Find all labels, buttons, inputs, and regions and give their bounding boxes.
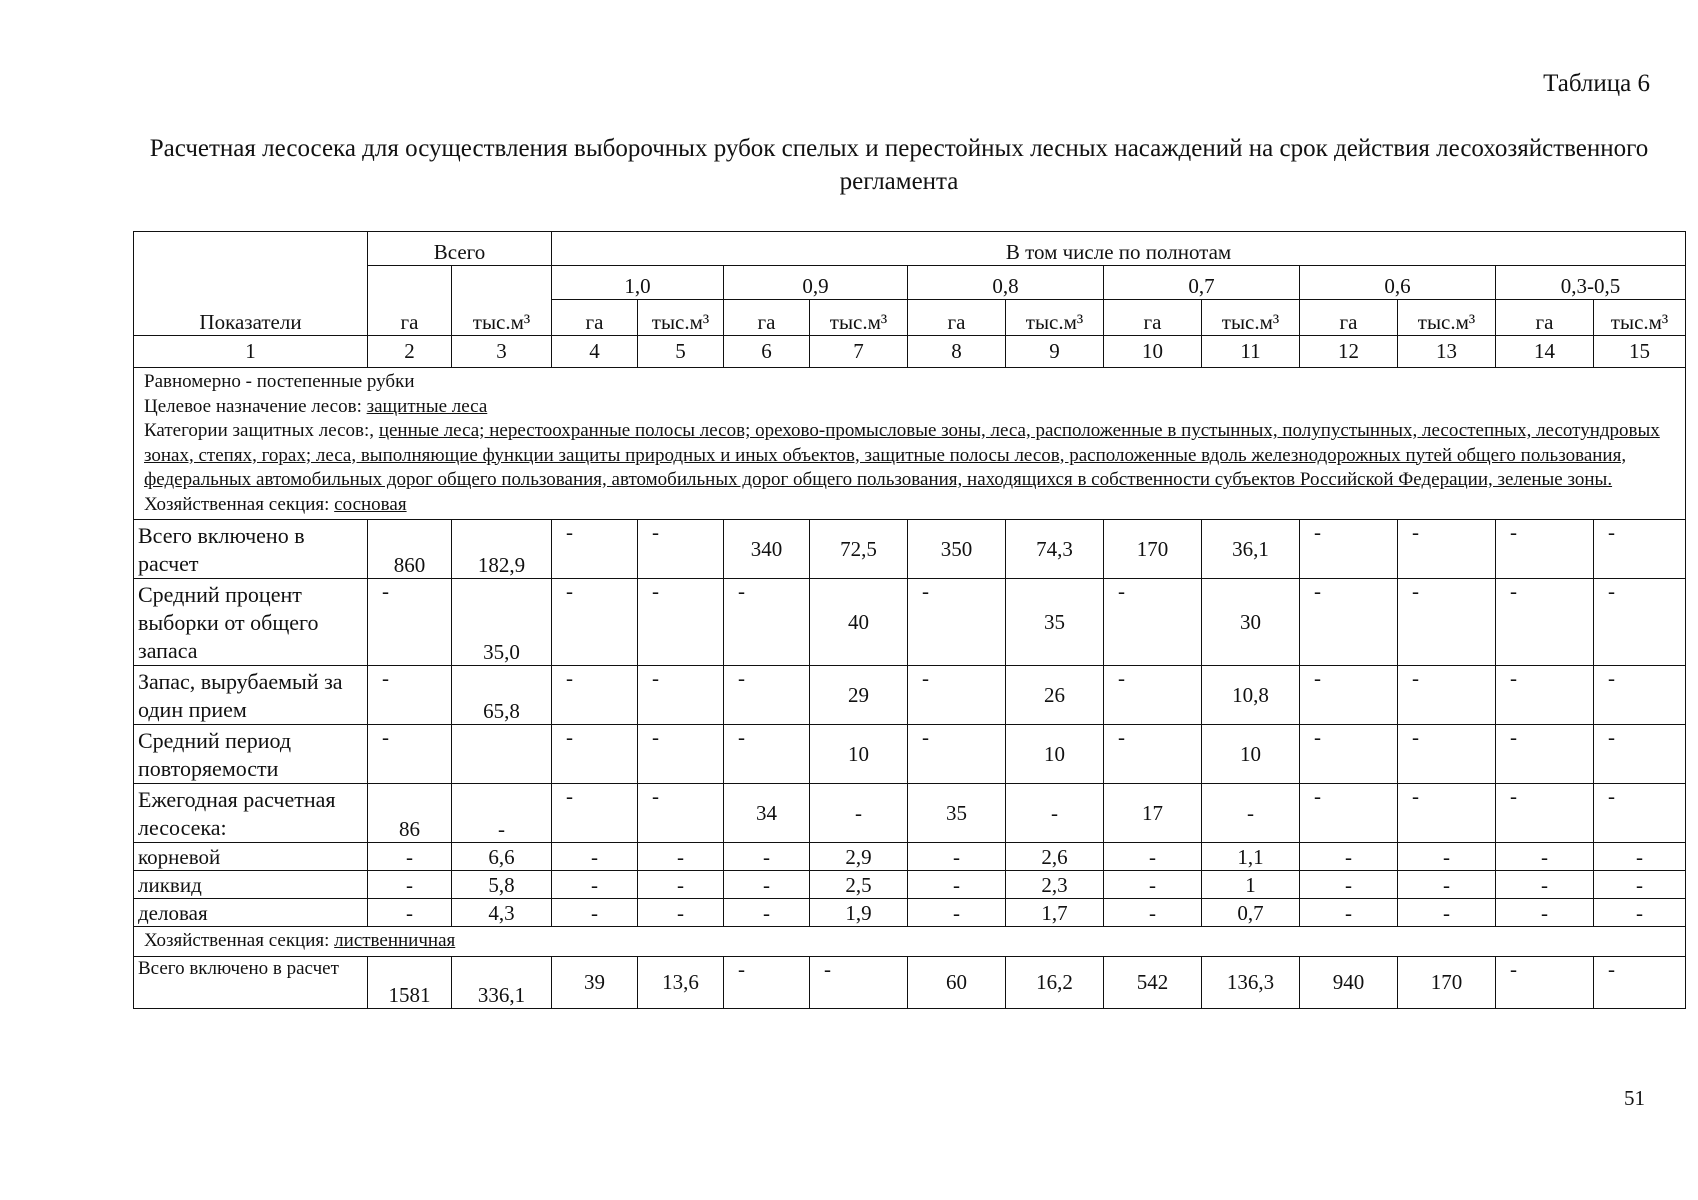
data-cell: - [452,784,552,843]
data-cell: - [1300,666,1398,725]
data-cell: - [1300,784,1398,843]
data-cell: - [552,784,638,843]
data-cell: 1581 [368,956,452,1008]
data-cell: - [1300,843,1398,871]
header-volume: тыс.м³ [1594,300,1686,336]
data-cell: 2,9 [810,843,908,871]
data-cell: - [552,899,638,927]
header-volume: тыс.м³ [638,300,724,336]
data-cell: - [908,666,1006,725]
column-number: 2 [368,336,452,368]
data-cell: 26 [1006,666,1104,725]
data-cell: - [368,725,452,784]
data-cell: - [908,579,1006,666]
data-cell: - [552,666,638,725]
data-cell: - [368,666,452,725]
data-cell: 40 [810,579,908,666]
row-label: Всего включено в расчет [134,520,368,579]
data-cell: 2,6 [1006,843,1104,871]
data-cell: - [724,871,810,899]
cutting-type: Равномерно - постепенные рубки [144,371,415,392]
data-cell: 170 [1104,520,1202,579]
data-cell: - [1594,784,1686,843]
data-cell: - [1594,520,1686,579]
column-number: 14 [1496,336,1594,368]
data-cell: - [1300,725,1398,784]
data-cell: 1,9 [810,899,908,927]
header-group-2: 0,9 [724,266,908,300]
data-cell: - [552,871,638,899]
header-group-5: 0,6 [1300,266,1496,300]
data-cell: 16,2 [1006,956,1104,1008]
data-cell: 35 [1006,579,1104,666]
data-cell: 6,6 [452,843,552,871]
data-cell: - [724,579,810,666]
data-cell: - [1398,871,1496,899]
data-cell: - [1594,871,1686,899]
data-cell: 1,7 [1006,899,1104,927]
data-cell [452,725,552,784]
data-cell: - [724,956,810,1008]
data-cell: 350 [908,520,1006,579]
data-cell: - [1496,871,1594,899]
data-cell: 74,3 [1006,520,1104,579]
data-cell: - [724,843,810,871]
header-by-density: В том числе по полнотам [552,232,1686,266]
data-cell: - [1104,579,1202,666]
data-cell: - [552,843,638,871]
header-total-ha: га [368,266,452,336]
header-total: Всего [368,232,552,266]
data-cell: 542 [1104,956,1202,1008]
row-label: Средний период повторяемости [134,725,368,784]
data-cell: - [908,725,1006,784]
data-cell: - [1496,956,1594,1008]
data-cell: 940 [1300,956,1398,1008]
header-total-volume: тыс.м³ [452,266,552,336]
data-cell: - [1300,520,1398,579]
header-volume: тыс.м³ [1398,300,1496,336]
header-ha: га [908,300,1006,336]
data-cell: - [1496,520,1594,579]
data-cell: 72,5 [810,520,908,579]
data-cell: 2,5 [810,871,908,899]
data-cell: - [1594,956,1686,1008]
data-cell: - [908,843,1006,871]
data-cell: 60 [908,956,1006,1008]
data-cell: - [724,899,810,927]
forest-purpose: Целевое назначение лесов: защитные леса [144,395,488,417]
data-cell: 170 [1398,956,1496,1008]
header-volume: тыс.м³ [810,300,908,336]
data-cell: - [638,666,724,725]
data-cell: - [368,579,452,666]
header-indicators: Показатели [134,232,368,336]
header-ha: га [552,300,638,336]
data-cell: 86 [368,784,452,843]
row-label: корневой [134,843,368,871]
data-cell: - [1398,899,1496,927]
column-number: 13 [1398,336,1496,368]
data-cell: - [552,520,638,579]
data-cell: - [1300,899,1398,927]
data-cell: - [638,725,724,784]
data-cell: - [1398,579,1496,666]
header-group-1: 1,0 [552,266,724,300]
data-cell: - [638,579,724,666]
economic-section-2: Хозяйственная секция: лиственничная [134,927,1686,957]
data-cell: - [1398,520,1496,579]
header-ha: га [724,300,810,336]
data-cell: - [1594,579,1686,666]
data-cell: 5,8 [452,871,552,899]
data-cell: - [1496,899,1594,927]
data-cell: - [1594,899,1686,927]
data-cell: 860 [368,520,452,579]
data-cell: - [1496,579,1594,666]
data-cell: 30 [1202,579,1300,666]
data-cell: - [1104,666,1202,725]
column-number: 3 [452,336,552,368]
economic-section: Хозяйственная секция: сосновая [144,493,407,515]
header-ha: га [1496,300,1594,336]
data-cell: 13,6 [638,956,724,1008]
data-cell: - [1594,843,1686,871]
column-number: 4 [552,336,638,368]
data-cell: - [1300,579,1398,666]
data-cell: - [724,725,810,784]
column-number: 10 [1104,336,1202,368]
data-cell: 182,9 [452,520,552,579]
data-cell: 4,3 [452,899,552,927]
cutting-area-table [133,231,1686,1009]
data-cell: 2,3 [1006,871,1104,899]
data-cell: - [1104,899,1202,927]
column-number: 6 [724,336,810,368]
data-cell: - [908,899,1006,927]
data-cell: 35 [908,784,1006,843]
column-number: 12 [1300,336,1398,368]
data-cell: 10 [810,725,908,784]
data-cell: - [1496,843,1594,871]
data-cell: 34 [724,784,810,843]
data-cell: 136,3 [1202,956,1300,1008]
data-cell: 340 [724,520,810,579]
header-group-6: 0,3-0,5 [1496,266,1686,300]
data-cell: - [638,784,724,843]
row-label: Ежегодная расчетная лесосека: [134,784,368,843]
section-description [134,368,1686,520]
data-cell: - [1104,871,1202,899]
data-cell: 336,1 [452,956,552,1008]
data-cell: 10 [1202,725,1300,784]
header-ha: га [1104,300,1202,336]
data-cell: - [1398,725,1496,784]
column-number: 8 [908,336,1006,368]
row-label: Запас, вырубаемый за один прием [134,666,368,725]
data-cell: 29 [810,666,908,725]
header-volume: тыс.м³ [1202,300,1300,336]
data-cell: - [368,871,452,899]
data-cell: - [724,666,810,725]
data-cell: - [1496,666,1594,725]
forest-categories: Категории защитных лесов:, ценные леса; нерестоохранные полосы лесов; орехово-промысловые зоны, леса, расположенные в пустынных, полупустынных, лесостепных, лесотундровых зонах, степях, горах; леса, выполняющие функции защиты природных и иных объектов, защитные полосы лесов, расположенные вдоль железнодорожных путей общего пользования, федеральных автомобильных дорог общего пользования, автомобильных дорог общего пользования, находящихся в собственности субъектов Российской Федерации, зеленые зоны. [144,420,1660,490]
header-volume: тыс.м³ [1006,300,1104,336]
data-cell: - [1202,784,1300,843]
data-cell: - [1496,784,1594,843]
data-cell: 65,8 [452,666,552,725]
column-number: 7 [810,336,908,368]
data-cell: - [638,899,724,927]
row-label: деловая [134,899,368,927]
data-cell: - [368,843,452,871]
data-cell: - [810,956,908,1008]
data-cell: - [810,784,908,843]
data-cell: 0,7 [1202,899,1300,927]
data-cell: 17 [1104,784,1202,843]
data-cell: - [638,520,724,579]
data-cell: 10,8 [1202,666,1300,725]
data-cell: - [1006,784,1104,843]
header-group-4: 0,7 [1104,266,1300,300]
column-number: 9 [1006,336,1104,368]
data-cell: - [368,899,452,927]
column-number: 11 [1202,336,1300,368]
data-cell: - [1594,666,1686,725]
data-cell: 10 [1006,725,1104,784]
data-cell: - [1496,725,1594,784]
data-cell: - [908,871,1006,899]
row-label: Всего включено в расчет [134,956,368,1008]
data-cell: 1,1 [1202,843,1300,871]
data-cell: - [1104,725,1202,784]
data-cell: 39 [552,956,638,1008]
row-label: ликвид [134,871,368,899]
data-cell: - [1300,871,1398,899]
data-cell: - [638,871,724,899]
data-cell: 1 [1202,871,1300,899]
data-cell: - [552,579,638,666]
data-cell: - [552,725,638,784]
data-cell: - [638,843,724,871]
data-cell: 36,1 [1202,520,1300,579]
row-label: Средний процент выборки от общего запаса [134,579,368,666]
data-cell: - [1398,843,1496,871]
data-cell: - [1398,784,1496,843]
column-number: 15 [1594,336,1686,368]
data-cell: - [1398,666,1496,725]
data-cell: - [1594,725,1686,784]
data-cell: 35,0 [452,579,552,666]
table-title: Расчетная лесосека для осуществления выборочных рубок спелых и перестойных лесных насаждений на срок действия лесохозяйственного регламента [149,135,1649,195]
header-group-3: 0,8 [908,266,1104,300]
column-number: 1 [134,336,368,368]
header-ha: га [1300,300,1398,336]
data-cell: - [1104,843,1202,871]
column-number: 5 [638,336,724,368]
page-number: 51 [1624,1086,1645,1110]
table-number-label: Таблица 6 [1543,70,1650,97]
